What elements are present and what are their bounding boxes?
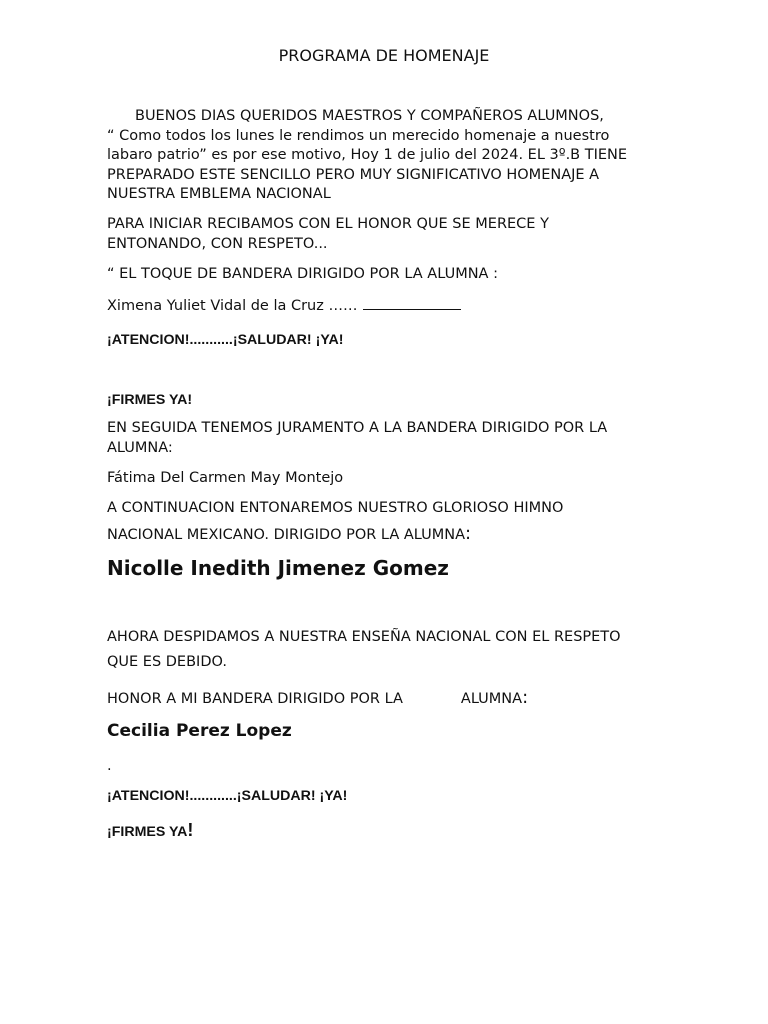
firmes-2-text: ¡FIRMES YA <box>107 824 188 840</box>
intro-line-3: labaro patrio” es por ese motivo, Hoy 1 de julio del 2024. EL 3º.B TIENE <box>107 147 628 164</box>
juramento-paragraph <box>107 419 607 458</box>
despedida-paragraph <box>107 625 621 675</box>
himno-line-2-wrap <box>107 521 563 548</box>
despedida-line-1: AHORA DESPIDAMOS A NUESTRA ENSEÑA NACIONAL CON EL RESPETO <box>107 629 621 645</box>
command-firmes-2 <box>107 821 193 841</box>
juramento-line-1: EN SEGUIDA TENEMOS JURAMENTO A LA BANDERA DIRIGIDO POR LA <box>107 420 608 436</box>
command-atencion-2: ¡ATENCION!............¡SALUDAR! ¡YA! <box>107 788 348 804</box>
start-line-1: PARA INICIAR RECIBAMOS CON EL HONOR QUE SE MERECE Y <box>107 216 549 232</box>
himno-name: Nicolle Inedith Jimenez Gomez <box>107 556 449 580</box>
himno-line-1: A CONTINUACION ENTONAREMOS NUESTRO GLORIOSO HIMNO <box>107 500 564 516</box>
intro-line-4: PREPARADO ESTE SENCILLO PERO MUY SIGNIFICATIVO HOMENAJE A <box>107 166 600 183</box>
intro-line-1: BUENOS DIAS QUERIDOS MAESTROS Y COMPAÑEROS ALUMNOS, <box>135 108 604 124</box>
intro-line-2: “ Como todos los lunes le rendimos un merecido homenaje a nuestro <box>107 127 610 144</box>
command-firmes-1: ¡FIRMES YA! <box>107 392 193 408</box>
toque-name: Ximena Yuliet Vidal de la Cruz …… <box>107 298 358 314</box>
juramento-line-2: ALUMNA: <box>107 439 173 456</box>
page-title: PROGRAMA DE HOMENAJE <box>278 46 490 65</box>
honor-part-1: HONOR A MI BANDERA DIRIGIDO POR LA <box>107 691 403 707</box>
start-line-2: ENTONANDO, CON RESPETO... <box>107 235 328 252</box>
despedida-line-2: QUE ES DEBIDO. <box>107 654 227 670</box>
himno-colon: : <box>465 523 472 544</box>
toque-name-line <box>107 297 461 317</box>
honor-part-2: ALUMNA <box>460 691 523 707</box>
intro-line-5: NUESTRA EMBLEMA NACIONAL <box>107 186 331 203</box>
toque-paragraph: “ EL TOQUE DE BANDERA DIRIGIDO POR LA ALUMNA : <box>107 266 498 282</box>
command-atencion-1: ¡ATENCION!...........¡SALUDAR! ¡YA! <box>107 332 344 348</box>
honor-name: Cecilia Perez Lopez <box>107 721 292 741</box>
intro-paragraph <box>107 107 627 205</box>
firmes-2-exclamation: ! <box>187 820 194 840</box>
separator-dot: . <box>107 758 112 774</box>
himno-line-2: NACIONAL MEXICANO. DIRIGIDO POR LA ALUMNA <box>107 527 466 543</box>
start-paragraph <box>107 215 549 254</box>
honor-paragraph <box>107 688 528 710</box>
honor-colon: : <box>522 687 529 708</box>
signature-blank-line <box>363 308 461 310</box>
juramento-name: Fátima Del Carmen May Montejo <box>107 470 344 486</box>
himno-paragraph <box>107 496 563 548</box>
